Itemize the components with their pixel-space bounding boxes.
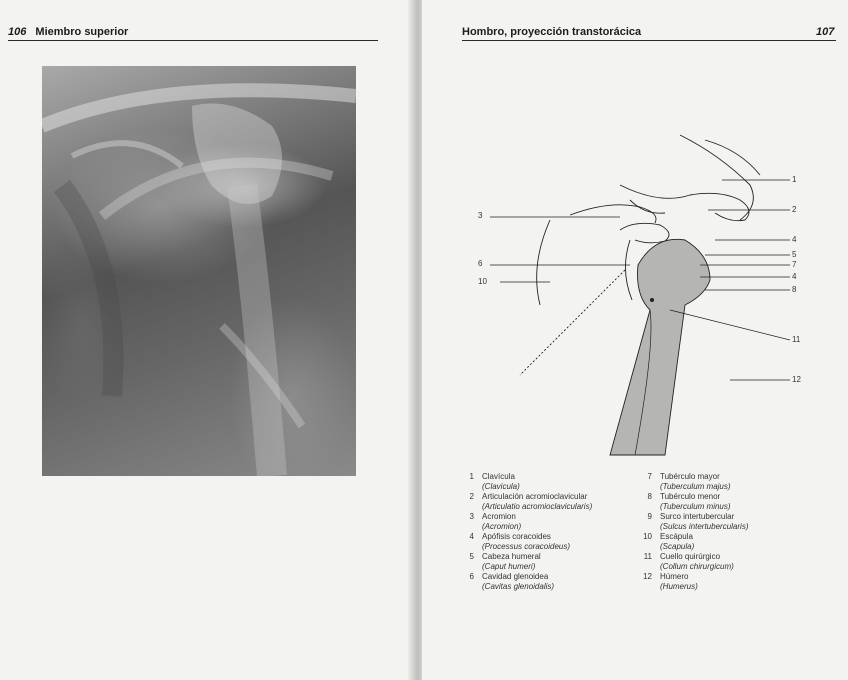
legend-item: 11 Cuello quirúrgico (Collum chirurgicum): [640, 552, 825, 572]
diagram-label-10: 10: [478, 277, 487, 286]
legend-latin: (Cavitas glenoidalis): [482, 582, 555, 591]
legend-item: 12 Húmero (Humerus): [640, 572, 825, 592]
diagram-label-8: 8: [792, 285, 797, 294]
legend-name: Cabeza humeral: [482, 552, 541, 561]
legend-name: Apófisis coracoides: [482, 532, 551, 541]
legend-latin: (Sulcus intertubercularis): [660, 522, 749, 531]
left-page-number: 106: [8, 26, 27, 38]
legend-latin: (Collum chirurgicum): [660, 562, 734, 571]
legend-item: 10 Escápula (Scapula): [640, 532, 825, 552]
left-header: [8, 26, 128, 38]
legend-latin: (Acromion): [482, 522, 522, 531]
diagram-label-11: 11: [792, 335, 801, 344]
legend-latin: (Caput humeri): [482, 562, 536, 571]
xray-image: [42, 66, 356, 476]
legend-left: [462, 472, 647, 592]
legend-item: 9 Surco intertubercular (Sulcus intertubercularis): [640, 512, 825, 532]
diagram-label-4: 4: [792, 235, 797, 244]
diagram-label-6: 6: [478, 259, 483, 268]
legend-item: 6 Cavidad glenoidea (Cavitas glenoidalis): [462, 572, 647, 592]
legend-name: Acromion: [482, 512, 516, 521]
left-page: [0, 0, 412, 680]
diagram-label-4b: 4: [792, 272, 797, 281]
right-page-title: Hombro, proyección transtorácica: [462, 26, 642, 38]
legend-item: 7 Tubérculo mayor (Tuberculum majus): [640, 472, 825, 492]
legend-item: 4 Apófisis coracoides (Processus coracoideus): [462, 532, 647, 552]
legend-name: Cavidad glenoidea: [482, 572, 549, 581]
legend-latin: (Tuberculum minus): [660, 502, 731, 511]
legend-latin: (Humerus): [660, 582, 698, 591]
legend-latin: (Articulatio acromioclavicularis): [482, 502, 593, 511]
legend-name: Clavícula: [482, 472, 515, 481]
legend-item: 1 Clavícula (Clavicula): [462, 472, 647, 492]
legend-latin: (Scapula): [660, 542, 695, 551]
legend-latin: (Clavicula): [482, 482, 520, 491]
legend-name: Húmero: [660, 572, 689, 581]
diagram-label-3: 3: [478, 211, 483, 220]
legend-name: Escápula: [660, 532, 693, 541]
legend-latin: (Tuberculum majus): [660, 482, 731, 491]
legend-latin: (Processus coracoideus): [482, 542, 571, 551]
left-section-title: Miembro superior: [35, 26, 129, 38]
legend-right: [640, 472, 825, 592]
legend-item: 2 Articulación acromioclavicular (Articulatio acromioclavicularis): [462, 492, 647, 512]
diagram-label-12: 12: [792, 375, 801, 384]
legend-name: Tubérculo menor: [660, 492, 721, 501]
right-header-rule: [462, 40, 836, 41]
diagram-label-5: 5: [792, 250, 797, 259]
diagram-label-2: 2: [792, 205, 797, 214]
shoulder-diagram: [460, 95, 820, 475]
left-header-rule: [8, 40, 378, 41]
diagram-label-1: 1: [792, 175, 797, 184]
legend-item: 8 Tubérculo menor (Tuberculum minus): [640, 492, 825, 512]
diagram-label-7: 7: [792, 260, 797, 269]
legend-name: Cuello quirúrgico: [660, 552, 721, 561]
legend-name: Articulación acromioclavicular: [482, 492, 588, 501]
xray-structures: [42, 66, 356, 476]
legend-name: Tubérculo mayor: [660, 472, 720, 481]
legend-item: 5 Cabeza humeral (Caput humeri): [462, 552, 647, 572]
right-page-number: 107: [816, 26, 835, 38]
legend-name: Surco intertubercular: [660, 512, 735, 521]
legend-item: 3 Acromion (Acromion): [462, 512, 647, 532]
